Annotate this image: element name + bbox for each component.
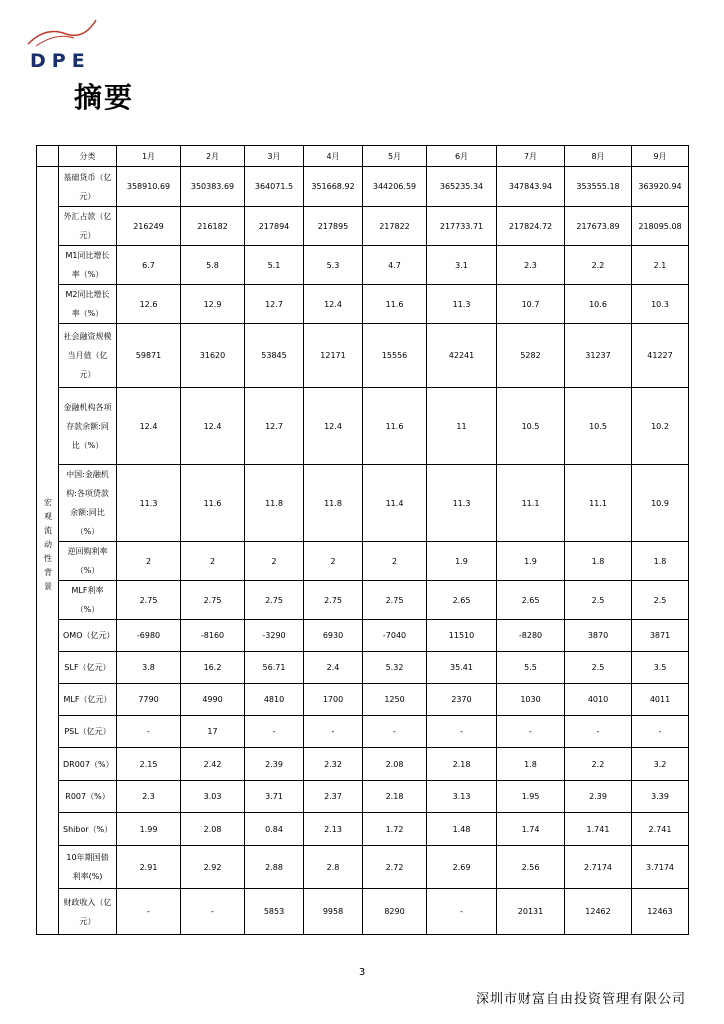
value-cell: 2.741	[632, 813, 689, 846]
value-cell: 2	[245, 542, 304, 581]
value-cell: 3870	[565, 620, 632, 652]
header-cell: 8月	[565, 146, 632, 167]
value-cell: 10.5	[497, 388, 565, 465]
value-cell: 1.741	[565, 813, 632, 846]
table-row	[37, 542, 689, 581]
value-cell: 2.3	[497, 246, 565, 285]
value-cell: 3871	[632, 620, 689, 652]
value-cell: 10.9	[632, 465, 689, 542]
value-cell: 12463	[632, 889, 689, 935]
value-cell: 12.4	[304, 285, 363, 324]
value-cell: 0.84	[245, 813, 304, 846]
value-cell: 2.13	[304, 813, 363, 846]
value-cell: 1.8	[565, 542, 632, 581]
value-cell: -8160	[181, 620, 245, 652]
header-cell: 3月	[245, 146, 304, 167]
value-cell: 11510	[427, 620, 497, 652]
header-cell: 2月	[181, 146, 245, 167]
category-label: 宏观流动性背景	[43, 498, 53, 596]
value-cell: 35.41	[427, 652, 497, 684]
table-row	[37, 684, 689, 716]
value-cell: -	[497, 716, 565, 748]
row-label: SLF（亿元）	[59, 652, 117, 684]
table-row	[37, 781, 689, 813]
company-logo	[26, 18, 106, 73]
value-cell: -	[427, 716, 497, 748]
value-cell: 2.75	[117, 581, 181, 620]
header-cell: 4月	[304, 146, 363, 167]
row-label: 基础货币（亿元）	[59, 167, 117, 207]
value-cell: -	[304, 716, 363, 748]
value-cell: 31620	[181, 324, 245, 388]
value-cell: 2.1	[632, 246, 689, 285]
value-cell: 16.2	[181, 652, 245, 684]
header-cell: 1月	[117, 146, 181, 167]
value-cell: 15556	[363, 324, 427, 388]
value-cell: 2.65	[427, 581, 497, 620]
row-label: 外汇占款（亿元）	[59, 207, 117, 246]
table-row	[37, 813, 689, 846]
value-cell: 11.4	[363, 465, 427, 542]
value-cell: 217733.71	[427, 207, 497, 246]
value-cell: 3.7174	[632, 846, 689, 889]
logo-text: DPE	[30, 50, 91, 72]
value-cell: 2.75	[245, 581, 304, 620]
value-cell: 1250	[363, 684, 427, 716]
value-cell: 1030	[497, 684, 565, 716]
value-cell: -	[181, 889, 245, 935]
header-cell: 分类	[59, 146, 117, 167]
value-cell: 1700	[304, 684, 363, 716]
table-row	[37, 324, 689, 388]
row-label: 10年期国债利率(%)	[59, 846, 117, 889]
value-cell: 2.92	[181, 846, 245, 889]
value-cell: -7040	[363, 620, 427, 652]
table-row	[37, 748, 689, 781]
value-cell: 2.2	[565, 748, 632, 781]
category-cell	[37, 167, 59, 935]
value-cell: 2.42	[181, 748, 245, 781]
value-cell: 2	[363, 542, 427, 581]
value-cell: 5282	[497, 324, 565, 388]
value-cell: 5853	[245, 889, 304, 935]
value-cell: 2.32	[304, 748, 363, 781]
table-header-row	[37, 146, 689, 167]
value-cell: 6930	[304, 620, 363, 652]
value-cell: 2.65	[497, 581, 565, 620]
value-cell: 4810	[245, 684, 304, 716]
value-cell: -3290	[245, 620, 304, 652]
value-cell: 2	[304, 542, 363, 581]
value-cell: 12.6	[117, 285, 181, 324]
value-cell: -6980	[117, 620, 181, 652]
value-cell: 217894	[245, 207, 304, 246]
value-cell: 31237	[565, 324, 632, 388]
value-cell: 353555.18	[565, 167, 632, 207]
table-row	[37, 465, 689, 542]
value-cell: 350383.69	[181, 167, 245, 207]
row-label: 社会融资规模当月值（亿元）	[59, 324, 117, 388]
table-row	[37, 207, 689, 246]
table-row	[37, 889, 689, 935]
value-cell: 7790	[117, 684, 181, 716]
value-cell: 1.95	[497, 781, 565, 813]
value-cell: 5.1	[245, 246, 304, 285]
table-row	[37, 167, 689, 207]
value-cell: -	[245, 716, 304, 748]
value-cell: 1.72	[363, 813, 427, 846]
value-cell: 2.39	[565, 781, 632, 813]
table-row	[37, 620, 689, 652]
value-cell: 5.5	[497, 652, 565, 684]
value-cell: 4.7	[363, 246, 427, 285]
value-cell: 11.6	[181, 465, 245, 542]
value-cell: 42241	[427, 324, 497, 388]
logo-swoosh-icon	[26, 18, 106, 48]
row-label: OMO（亿元）	[59, 620, 117, 652]
value-cell: 10.3	[632, 285, 689, 324]
row-label: 逆回购利率（%）	[59, 542, 117, 581]
value-cell: 10.5	[565, 388, 632, 465]
row-label: M1同比增长率（%）	[59, 246, 117, 285]
value-cell: 11.8	[245, 465, 304, 542]
value-cell: 11.3	[427, 285, 497, 324]
value-cell: 3.13	[427, 781, 497, 813]
company-name: 深圳市财富自由投资管理有限公司	[475, 992, 686, 1007]
value-cell: 2.2	[565, 246, 632, 285]
value-cell: 2.18	[363, 781, 427, 813]
value-cell: -	[117, 889, 181, 935]
value-cell: 11	[427, 388, 497, 465]
value-cell: 2.4	[304, 652, 363, 684]
value-cell: 2.8	[304, 846, 363, 889]
value-cell: 3.2	[632, 748, 689, 781]
value-cell: 3.03	[181, 781, 245, 813]
value-cell: 218095.08	[632, 207, 689, 246]
header-cell: 5月	[363, 146, 427, 167]
value-cell: 351668.92	[304, 167, 363, 207]
value-cell: 3.1	[427, 246, 497, 285]
value-cell: -	[363, 716, 427, 748]
value-cell: 2370	[427, 684, 497, 716]
value-cell: 2.7174	[565, 846, 632, 889]
value-cell: -	[427, 889, 497, 935]
value-cell: 10.2	[632, 388, 689, 465]
value-cell: 2.15	[117, 748, 181, 781]
value-cell: 1.8	[497, 748, 565, 781]
value-cell: 12.4	[304, 388, 363, 465]
row-label: R007（%）	[59, 781, 117, 813]
value-cell: 41227	[632, 324, 689, 388]
value-cell: 363920.94	[632, 167, 689, 207]
value-cell: 11.1	[565, 465, 632, 542]
value-cell: 2.37	[304, 781, 363, 813]
value-cell: 2.5	[632, 581, 689, 620]
value-cell: 358910.69	[117, 167, 181, 207]
table-row	[37, 716, 689, 748]
value-cell: 2.75	[363, 581, 427, 620]
value-cell: 3.71	[245, 781, 304, 813]
row-label: PSL（亿元）	[59, 716, 117, 748]
value-cell: 12.7	[245, 388, 304, 465]
value-cell: 3.39	[632, 781, 689, 813]
page-title: 摘要	[74, 81, 135, 114]
row-label: MLF利率（%）	[59, 581, 117, 620]
value-cell: 3.8	[117, 652, 181, 684]
value-cell: 217822	[363, 207, 427, 246]
summary-table	[36, 145, 689, 935]
value-cell: 347843.94	[497, 167, 565, 207]
value-cell: 10.7	[497, 285, 565, 324]
row-label: 中国:金融机构:各项贷款余额:同比（%）	[59, 465, 117, 542]
header-cell: 6月	[427, 146, 497, 167]
value-cell: 53845	[245, 324, 304, 388]
value-cell: -	[632, 716, 689, 748]
header-cell: 7月	[497, 146, 565, 167]
value-cell: 217895	[304, 207, 363, 246]
table-row	[37, 652, 689, 684]
value-cell: 364071.5	[245, 167, 304, 207]
value-cell: 1.9	[427, 542, 497, 581]
value-cell: 4011	[632, 684, 689, 716]
value-cell: 2.75	[304, 581, 363, 620]
value-cell: 216182	[181, 207, 245, 246]
value-cell: 11.1	[497, 465, 565, 542]
table-row	[37, 388, 689, 465]
value-cell: 217673.89	[565, 207, 632, 246]
value-cell: 8290	[363, 889, 427, 935]
row-label: 财政收入（亿元）	[59, 889, 117, 935]
value-cell: 217824.72	[497, 207, 565, 246]
value-cell: 2.88	[245, 846, 304, 889]
row-label: 金融机构各项存款余额:同比（%）	[59, 388, 117, 465]
value-cell: 12.4	[117, 388, 181, 465]
header-blank	[37, 146, 59, 167]
value-cell: -	[117, 716, 181, 748]
value-cell: 2.08	[363, 748, 427, 781]
value-cell: 5.32	[363, 652, 427, 684]
value-cell: 59871	[117, 324, 181, 388]
value-cell: 2.56	[497, 846, 565, 889]
value-cell: 11.3	[427, 465, 497, 542]
page-number: 3	[358, 967, 366, 978]
value-cell: 2.39	[245, 748, 304, 781]
value-cell: 2.91	[117, 846, 181, 889]
value-cell: 2.3	[117, 781, 181, 813]
value-cell: 10.6	[565, 285, 632, 324]
value-cell: 12171	[304, 324, 363, 388]
value-cell: 2.5	[565, 581, 632, 620]
value-cell: 365235.34	[427, 167, 497, 207]
table-row	[37, 285, 689, 324]
value-cell: 20131	[497, 889, 565, 935]
value-cell: 2.69	[427, 846, 497, 889]
value-cell: 1.99	[117, 813, 181, 846]
value-cell: 11.6	[363, 388, 427, 465]
value-cell: 12.4	[181, 388, 245, 465]
value-cell: 3.5	[632, 652, 689, 684]
row-label: Shibor（%）	[59, 813, 117, 846]
value-cell: 1.9	[497, 542, 565, 581]
value-cell: 2	[117, 542, 181, 581]
table-row	[37, 581, 689, 620]
value-cell: 5.8	[181, 246, 245, 285]
value-cell: 1.48	[427, 813, 497, 846]
value-cell: 9958	[304, 889, 363, 935]
value-cell: 344206.59	[363, 167, 427, 207]
value-cell: 4010	[565, 684, 632, 716]
value-cell: 6.7	[117, 246, 181, 285]
value-cell: 11.3	[117, 465, 181, 542]
value-cell: 5.3	[304, 246, 363, 285]
value-cell: 1.8	[632, 542, 689, 581]
row-label: MLF（亿元）	[59, 684, 117, 716]
value-cell: 2	[181, 542, 245, 581]
value-cell: 11.6	[363, 285, 427, 324]
value-cell: -	[565, 716, 632, 748]
row-label: M2同比增长率（%）	[59, 285, 117, 324]
value-cell: 2.75	[181, 581, 245, 620]
table-row	[37, 246, 689, 285]
value-cell: 56.71	[245, 652, 304, 684]
value-cell: 12.9	[181, 285, 245, 324]
value-cell: -8280	[497, 620, 565, 652]
row-label: DR007（%）	[59, 748, 117, 781]
value-cell: 4990	[181, 684, 245, 716]
value-cell: 2.18	[427, 748, 497, 781]
value-cell: 2.72	[363, 846, 427, 889]
table-row	[37, 846, 689, 889]
value-cell: 2.5	[565, 652, 632, 684]
header-cell: 9月	[632, 146, 689, 167]
value-cell: 1.74	[497, 813, 565, 846]
value-cell: 11.8	[304, 465, 363, 542]
value-cell: 2.08	[181, 813, 245, 846]
value-cell: 12462	[565, 889, 632, 935]
value-cell: 17	[181, 716, 245, 748]
value-cell: 216249	[117, 207, 181, 246]
value-cell: 12.7	[245, 285, 304, 324]
